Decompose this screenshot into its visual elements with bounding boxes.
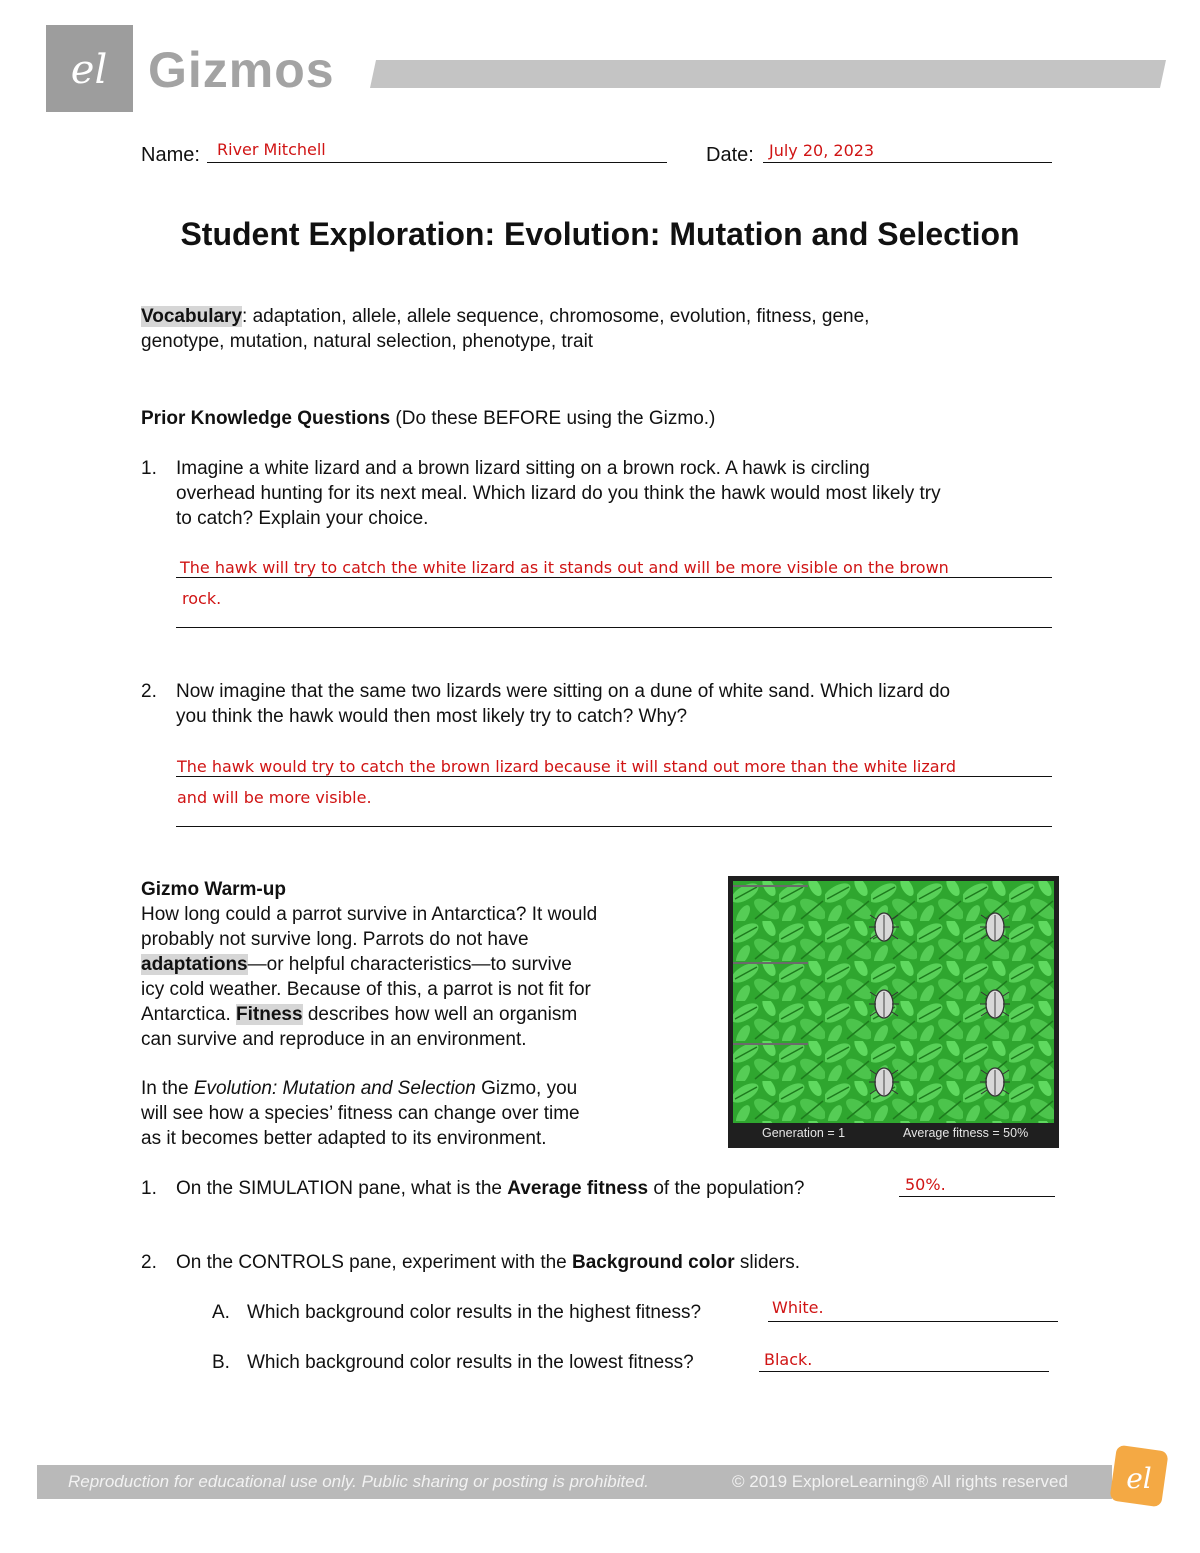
question-text: Imagine a white lizard and a brown lizard sitting on a brown rock. A hawk is circling (176, 458, 870, 479)
prior-knowledge-heading: Prior Knowledge Questions (Do these BEFORE using the Gizmo.) (141, 408, 716, 429)
footer-disclaimer: Reproduction for educational use only. Public sharing or posting is prohibited. (68, 1472, 649, 1491)
warmup-text: adaptations—or helpful characteristics—to survive (141, 954, 572, 975)
date-line (763, 162, 1052, 163)
subquestion-text: Which background color results in the lowest fitness? (247, 1352, 694, 1373)
answer-text[interactable]: White. (772, 1298, 824, 1317)
answer-text[interactable]: 50%. (905, 1175, 946, 1194)
question-text: to catch? Explain your choice. (176, 508, 429, 529)
answer-line (759, 1371, 1049, 1372)
explorelearning-logo (1103, 1440, 1173, 1512)
warmup-text: can survive and reproduce in an environment. (141, 1029, 527, 1050)
question-number: 2. (141, 1252, 157, 1273)
warmup-text: probably not survive long. Parrots do not have (141, 929, 529, 950)
warmup-text: as it becomes better adapted to its environment. (141, 1128, 547, 1149)
answer-text[interactable]: The hawk would try to catch the brown lizard because it will stand out more than the white lizard (177, 757, 956, 776)
vocabulary-line-2: genotype, mutation, natural selection, phenotype, trait (141, 331, 594, 352)
question-text: On the SIMULATION pane, what is the Average fitness of the population? (176, 1178, 805, 1199)
answer-line (899, 1196, 1055, 1197)
question-number: 1. (141, 1178, 157, 1199)
date-label: Date: (706, 144, 754, 166)
subquestion-letter: A. (212, 1302, 230, 1323)
answer-line (176, 826, 1052, 827)
answer-text[interactable]: rock. (182, 589, 222, 608)
vocabulary-label: Vocabulary (141, 306, 243, 327)
simulation-image (728, 876, 1059, 1148)
answer-text[interactable]: Black. (764, 1350, 813, 1369)
warmup-heading: Gizmo Warm-up (141, 879, 286, 900)
name-label: Name: (141, 144, 200, 166)
question-text: you think the hawk would then most likely try to catch? Why? (176, 706, 688, 727)
answer-text[interactable]: and will be more visible. (177, 788, 372, 807)
adaptations-term: adaptations (141, 954, 248, 975)
logo-letters: el (1126, 1462, 1152, 1495)
question-text: Now imagine that the same two lizards were sitting on a dune of white sand. Which lizard do (176, 681, 951, 702)
name-line (207, 162, 667, 163)
simulation-status-bar (733, 1123, 1054, 1143)
subquestion-letter: B. (212, 1352, 230, 1373)
answer-line (176, 577, 1052, 578)
warmup-text: In the Evolution: Mutation and Selection Gizmo, you (141, 1078, 578, 1099)
generation-readout: Generation = 1 (762, 1126, 846, 1140)
vocabulary-line-1: Vocabulary: adaptation, allele, allele sequence, chromosome, evolution, fitness, gene, (141, 306, 870, 327)
warmup-text: icy cold weather. Because of this, a parrot is not fit for (141, 979, 591, 1000)
simulation-background (733, 881, 1054, 1123)
question-text: overhead hunting for its next meal. Which lizard do you think the hawk would most likely try (176, 483, 941, 504)
answer-line (768, 1321, 1058, 1322)
date-value[interactable]: July 20, 2023 (769, 141, 875, 160)
question-text: On the CONTROLS pane, experiment with the Background color sliders. (176, 1252, 801, 1273)
subquestion-text: Which background color results in the highest fitness? (247, 1302, 702, 1323)
leaf-pattern (733, 881, 1054, 1123)
answer-line (176, 627, 1052, 628)
warmup-text: How long could a parrot survive in Antarctica? It would (141, 904, 598, 925)
brand-name: Gizmos (148, 42, 335, 98)
warmup-text: Antarctica. Fitness describes how well an organism (141, 1004, 578, 1025)
warmup-text: will see how a species’ fitness can change over time (141, 1103, 580, 1124)
question-number: 1. (141, 458, 157, 479)
answer-line (176, 776, 1052, 777)
page-title: Student Exploration: Evolution: Mutation and Selection (180, 216, 1020, 252)
name-value[interactable]: River Mitchell (217, 140, 326, 159)
footer-copyright: © 2019 ExploreLearning® All rights reserved (732, 1472, 1068, 1491)
answer-text[interactable]: The hawk will try to catch the white lizard as it stands out and will be more visible on the brown (180, 558, 949, 577)
average-fitness-readout: Average fitness = 50% (903, 1126, 1029, 1140)
gizmos-logo (46, 25, 133, 112)
question-number: 2. (141, 681, 157, 702)
header-bar (370, 60, 1166, 88)
fitness-term: Fitness (236, 1004, 303, 1025)
logo-letters: el (70, 47, 108, 93)
